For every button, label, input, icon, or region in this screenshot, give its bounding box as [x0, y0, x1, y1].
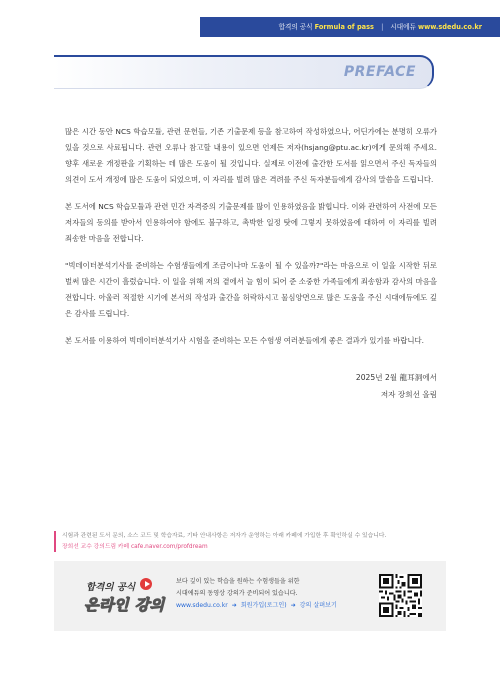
- play-icon: [140, 578, 152, 590]
- ad-description: [176, 576, 337, 612]
- signature-date: 2025년 2월 龍耳洞에서: [355, 373, 437, 382]
- preface-banner: [54, 55, 434, 89]
- ad-logo-title: 온라인 강의: [84, 596, 165, 614]
- note-line-1: 시험과 관련된 도서 문의, 소스 코드 및 학습자료, 기타 안내사항은 저자가 운영하는 아래 카페에 가입한 후 확인하실 수 있습니다.: [62, 533, 387, 539]
- ad-link-row[interactable]: [176, 600, 337, 612]
- note-cafe-link[interactable]: 장희선 교수 강의드림 카페 cafe.naver.com/profdream: [62, 543, 208, 550]
- qr-code-icon[interactable]: [379, 574, 422, 617]
- cafe-info-note: [54, 531, 452, 552]
- preface-paragraph-2: 본 도서에 NCS 학습모듈과 관련 민간 자격증의 기출문제를 많이 인용하였음을 밝힙니다. 이와 관련하여 사전에 모든 저자들의 동의를 받아서 인용하여야 함에도 불구하고, 촉박한 일정 탓에 그렇지 못하였음에 대하여 이 자리를 빌려 죄송한 마음을 전합니다.: [65, 202, 437, 243]
- preface-paragraph-1: 많은 시간 동안 NCS 학습모듈, 관련 문헌들, 기존 기출문제 등을 참고하여 작성하였으나, 어딘가에는 분명히 오류가 있을 것으로 사료됩니다. 관련 오류나 참고할 내용이 있으면 언제든 저자(hsjang@ptu.ac.kr)에게 문의해 주세요. 향후 새로운 개정판을 기획하는 데 많은 도움이 될 것입니다. 실제로 이전에 출간한 도서를 읽으면서 주신 독자들의 의견이 도서 개정에 많은 도움이 되었으며, 이 자리를 빌려 많은 격려를 주신 독자분들에게 감사의 말씀을 드립니다.: [65, 127, 437, 184]
- online-lecture-ad: [54, 561, 446, 631]
- ad-browse-step: 강의 살펴보기: [299, 602, 337, 609]
- ad-line-2: 시대에듀의 동영상 강의가 준비되어 있습니다.: [176, 590, 298, 597]
- ad-line-1: 보다 깊이 있는 학습을 원하는 수험생들을 위한: [176, 578, 300, 585]
- header-bar: [200, 17, 500, 37]
- ad-site-link[interactable]: www.sdedu.co.kr: [176, 602, 228, 609]
- signature-author: 저자 장희선 올림: [380, 390, 437, 399]
- header-site-ko: 시대에듀: [390, 23, 416, 31]
- arrow-right-icon: ➜: [290, 602, 296, 609]
- ad-logo-motto: 합격의 공식: [86, 582, 136, 593]
- page-title: PREFACE: [343, 64, 416, 80]
- header-motto-ko: 합격의 공식: [278, 23, 313, 31]
- header-motto-en: Formula of pass: [314, 23, 374, 31]
- header-separator: |: [381, 23, 384, 31]
- ad-signup-step: 회원가입(로그인): [240, 602, 287, 609]
- preface-body: [65, 124, 437, 360]
- preface-paragraph-4: 본 도서를 이용하여 빅데이터분석기사 시험을 준비하는 모든 수험생 여러분들에게 좋은 결과가 있기를 바랍니다.: [65, 336, 424, 345]
- preface-paragraph-3: "빅데이터분석기사를 준비하는 수험생들에게 조금이나마 도움이 될 수 있을까?"라는 마음으로 이 일을 시작한 뒤로 벌써 많은 시간이 흘렀습니다. 이 일을 위해 저의 곁에서 늘 힘이 되어 준 소중한 가족들에게 죄송함과 감사의 마음을 전합니다. 아울러 적절한 시기에 본서의 작성과 출간을 허락하시고 물심양면으로 많은 도움을 주신 시대에듀에도 깊은 감사를 드립니다.: [65, 261, 437, 318]
- header-site-url[interactable]: www.sdedu.co.kr: [418, 23, 482, 31]
- arrow-right-icon: ➜: [231, 602, 237, 609]
- header-text: [279, 21, 482, 31]
